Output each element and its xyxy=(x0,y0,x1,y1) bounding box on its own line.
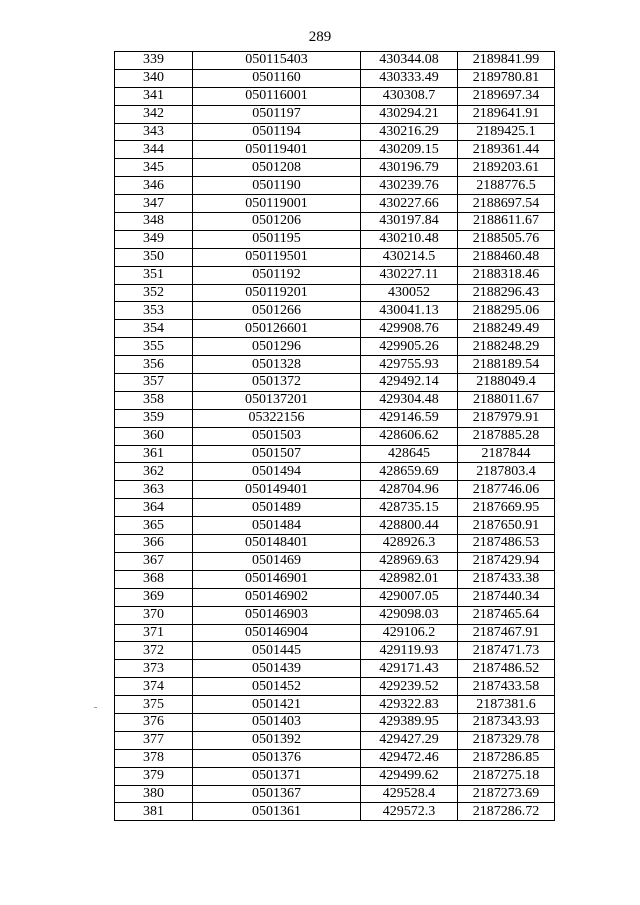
table-row xyxy=(115,552,555,570)
cell-x: 428926.3 xyxy=(361,535,458,553)
cell-point-id: 0501452 xyxy=(193,678,361,696)
cell-x: 430197.84 xyxy=(361,213,458,231)
cell-point-id: 0501439 xyxy=(193,660,361,678)
cell-row-number: 348 xyxy=(115,213,193,231)
cell-x: 429098.03 xyxy=(361,606,458,624)
cell-row-number: 344 xyxy=(115,141,193,159)
cell-x: 429499.62 xyxy=(361,767,458,785)
cell-point-id: 0501192 xyxy=(193,266,361,284)
cell-row-number: 368 xyxy=(115,570,193,588)
table-row xyxy=(115,749,555,767)
table-row xyxy=(115,195,555,213)
cell-row-number: 380 xyxy=(115,785,193,803)
table-row xyxy=(115,409,555,427)
cell-x: 430196.79 xyxy=(361,159,458,177)
table-row xyxy=(115,248,555,266)
cell-y: 2187486.53 xyxy=(458,535,555,553)
cell-row-number: 354 xyxy=(115,320,193,338)
cell-y: 2187433.58 xyxy=(458,678,555,696)
cell-x: 429119.93 xyxy=(361,642,458,660)
cell-row-number: 339 xyxy=(115,52,193,70)
cell-point-id: 0501328 xyxy=(193,356,361,374)
cell-row-number: 340 xyxy=(115,69,193,87)
cell-point-id: 0501494 xyxy=(193,463,361,481)
cell-point-id: 0501507 xyxy=(193,445,361,463)
table-row xyxy=(115,374,555,392)
cell-row-number: 376 xyxy=(115,713,193,731)
cell-x: 428645 xyxy=(361,445,458,463)
cell-x: 428735.15 xyxy=(361,499,458,517)
table-row xyxy=(115,266,555,284)
cell-row-number: 373 xyxy=(115,660,193,678)
cell-x: 430333.49 xyxy=(361,69,458,87)
table-row xyxy=(115,105,555,123)
cell-y: 2187440.34 xyxy=(458,588,555,606)
table-row xyxy=(115,713,555,731)
cell-row-number: 361 xyxy=(115,445,193,463)
cell-x: 428969.63 xyxy=(361,552,458,570)
cell-point-id: 0501489 xyxy=(193,499,361,517)
cell-row-number: 372 xyxy=(115,642,193,660)
cell-row-number: 370 xyxy=(115,606,193,624)
cell-y: 2187343.93 xyxy=(458,713,555,731)
cell-point-id: 0501206 xyxy=(193,213,361,231)
cell-row-number: 378 xyxy=(115,749,193,767)
cell-y: 2187273.69 xyxy=(458,785,555,803)
cell-point-id: 0501208 xyxy=(193,159,361,177)
cell-x: 430227.66 xyxy=(361,195,458,213)
cell-x: 429472.46 xyxy=(361,749,458,767)
cell-x: 430216.29 xyxy=(361,123,458,141)
cell-row-number: 381 xyxy=(115,803,193,821)
cell-y: 2188189.54 xyxy=(458,356,555,374)
scan-mark xyxy=(94,707,97,708)
table-row xyxy=(115,87,555,105)
cell-point-id: 050148401 xyxy=(193,535,361,553)
cell-y: 2188296.43 xyxy=(458,284,555,302)
cell-point-id: 0501469 xyxy=(193,552,361,570)
cell-y: 2187471.73 xyxy=(458,642,555,660)
cell-y: 2188049.4 xyxy=(458,374,555,392)
table-row xyxy=(115,642,555,660)
cell-point-id: 0501371 xyxy=(193,767,361,785)
cell-row-number: 358 xyxy=(115,391,193,409)
cell-y: 2187669.95 xyxy=(458,499,555,517)
table-row xyxy=(115,803,555,821)
cell-y: 2188611.67 xyxy=(458,213,555,231)
table-row xyxy=(115,213,555,231)
cell-y: 2187465.64 xyxy=(458,606,555,624)
cell-x: 428606.62 xyxy=(361,427,458,445)
cell-point-id: 0501361 xyxy=(193,803,361,821)
cell-x: 428659.69 xyxy=(361,463,458,481)
cell-x: 429905.26 xyxy=(361,338,458,356)
cell-y: 2188248.29 xyxy=(458,338,555,356)
table-row xyxy=(115,588,555,606)
table-row xyxy=(115,463,555,481)
cell-point-id: 05322156 xyxy=(193,409,361,427)
cell-row-number: 363 xyxy=(115,481,193,499)
cell-x: 430227.11 xyxy=(361,266,458,284)
cell-y: 2188460.48 xyxy=(458,248,555,266)
cell-row-number: 367 xyxy=(115,552,193,570)
cell-point-id: 050149401 xyxy=(193,481,361,499)
cell-x: 430041.13 xyxy=(361,302,458,320)
cell-row-number: 366 xyxy=(115,535,193,553)
cell-y: 2187286.72 xyxy=(458,803,555,821)
cell-y: 2187803.4 xyxy=(458,463,555,481)
cell-y: 2188505.76 xyxy=(458,230,555,248)
table-row xyxy=(115,696,555,714)
cell-y: 2188295.06 xyxy=(458,302,555,320)
cell-point-id: 0501484 xyxy=(193,517,361,535)
cell-point-id: 050137201 xyxy=(193,391,361,409)
cell-x: 429389.95 xyxy=(361,713,458,731)
cell-point-id: 050119501 xyxy=(193,248,361,266)
cell-point-id: 050126601 xyxy=(193,320,361,338)
cell-x: 430308.7 xyxy=(361,87,458,105)
cell-x: 429146.59 xyxy=(361,409,458,427)
cell-x: 430052 xyxy=(361,284,458,302)
cell-row-number: 350 xyxy=(115,248,193,266)
table-row xyxy=(115,302,555,320)
cell-row-number: 364 xyxy=(115,499,193,517)
cell-row-number: 369 xyxy=(115,588,193,606)
cell-point-id: 0501445 xyxy=(193,642,361,660)
table-row xyxy=(115,123,555,141)
table-row xyxy=(115,570,555,588)
cell-point-id: 0501421 xyxy=(193,696,361,714)
table-row xyxy=(115,660,555,678)
page-number: 289 xyxy=(308,29,332,45)
table-row xyxy=(115,141,555,159)
cell-point-id: 050115403 xyxy=(193,52,361,70)
cell-x: 429304.48 xyxy=(361,391,458,409)
cell-x: 429908.76 xyxy=(361,320,458,338)
cell-row-number: 359 xyxy=(115,409,193,427)
coordinates-table-body xyxy=(115,52,555,821)
cell-x: 430209.15 xyxy=(361,141,458,159)
cell-x: 429239.52 xyxy=(361,678,458,696)
cell-row-number: 357 xyxy=(115,374,193,392)
cell-point-id: 0501197 xyxy=(193,105,361,123)
table-row xyxy=(115,320,555,338)
cell-row-number: 345 xyxy=(115,159,193,177)
table-row xyxy=(115,731,555,749)
table-row xyxy=(115,481,555,499)
cell-y: 2187650.91 xyxy=(458,517,555,535)
cell-x: 429427.29 xyxy=(361,731,458,749)
cell-point-id: 050116001 xyxy=(193,87,361,105)
table-row xyxy=(115,535,555,553)
cell-x: 429171.43 xyxy=(361,660,458,678)
cell-x: 429492.14 xyxy=(361,374,458,392)
table-row xyxy=(115,69,555,87)
cell-point-id: 050119201 xyxy=(193,284,361,302)
cell-y: 2187429.94 xyxy=(458,552,555,570)
cell-y: 2187486.52 xyxy=(458,660,555,678)
cell-x: 430210.48 xyxy=(361,230,458,248)
cell-point-id: 0501376 xyxy=(193,749,361,767)
cell-point-id: 0501296 xyxy=(193,338,361,356)
cell-row-number: 360 xyxy=(115,427,193,445)
cell-point-id: 0501194 xyxy=(193,123,361,141)
cell-row-number: 351 xyxy=(115,266,193,284)
cell-row-number: 355 xyxy=(115,338,193,356)
cell-row-number: 347 xyxy=(115,195,193,213)
cell-row-number: 365 xyxy=(115,517,193,535)
cell-point-id: 0501503 xyxy=(193,427,361,445)
cell-y: 2187746.06 xyxy=(458,481,555,499)
cell-y: 2189641.91 xyxy=(458,105,555,123)
cell-point-id: 050119401 xyxy=(193,141,361,159)
cell-row-number: 341 xyxy=(115,87,193,105)
cell-point-id: 0501403 xyxy=(193,713,361,731)
cell-y: 2187286.85 xyxy=(458,749,555,767)
table-row xyxy=(115,624,555,642)
cell-row-number: 375 xyxy=(115,696,193,714)
cell-row-number: 362 xyxy=(115,463,193,481)
table-row xyxy=(115,785,555,803)
cell-y: 2187329.78 xyxy=(458,731,555,749)
cell-x: 428704.96 xyxy=(361,481,458,499)
cell-y: 2187275.18 xyxy=(458,767,555,785)
cell-row-number: 342 xyxy=(115,105,193,123)
cell-point-id: 0501372 xyxy=(193,374,361,392)
table-row xyxy=(115,391,555,409)
cell-row-number: 352 xyxy=(115,284,193,302)
cell-x: 430344.08 xyxy=(361,52,458,70)
cell-y: 2189361.44 xyxy=(458,141,555,159)
table-row xyxy=(115,159,555,177)
table-row xyxy=(115,517,555,535)
table-row xyxy=(115,230,555,248)
cell-point-id: 0501392 xyxy=(193,731,361,749)
cell-row-number: 349 xyxy=(115,230,193,248)
cell-y: 2187433.38 xyxy=(458,570,555,588)
cell-point-id: 0501266 xyxy=(193,302,361,320)
cell-point-id: 050146903 xyxy=(193,606,361,624)
cell-point-id: 0501195 xyxy=(193,230,361,248)
table-row xyxy=(115,52,555,70)
cell-y: 2188249.49 xyxy=(458,320,555,338)
cell-point-id: 050119001 xyxy=(193,195,361,213)
cell-x: 429528.4 xyxy=(361,785,458,803)
cell-y: 2188318.46 xyxy=(458,266,555,284)
cell-point-id: 050146901 xyxy=(193,570,361,588)
cell-x: 429322.83 xyxy=(361,696,458,714)
cell-x: 428982.01 xyxy=(361,570,458,588)
cell-x: 430214.5 xyxy=(361,248,458,266)
cell-point-id: 0501160 xyxy=(193,69,361,87)
table-row xyxy=(115,606,555,624)
cell-y: 2188697.54 xyxy=(458,195,555,213)
cell-row-number: 346 xyxy=(115,177,193,195)
cell-row-number: 343 xyxy=(115,123,193,141)
cell-y: 2189697.34 xyxy=(458,87,555,105)
table-row xyxy=(115,445,555,463)
cell-point-id: 050146904 xyxy=(193,624,361,642)
cell-y: 2189841.99 xyxy=(458,52,555,70)
cell-row-number: 371 xyxy=(115,624,193,642)
cell-x: 429755.93 xyxy=(361,356,458,374)
cell-row-number: 379 xyxy=(115,767,193,785)
table-row xyxy=(115,499,555,517)
cell-y: 2187885.28 xyxy=(458,427,555,445)
cell-point-id: 0501367 xyxy=(193,785,361,803)
table-row xyxy=(115,678,555,696)
cell-y: 2188011.67 xyxy=(458,391,555,409)
table-row xyxy=(115,356,555,374)
cell-y: 2187844 xyxy=(458,445,555,463)
coordinates-table xyxy=(114,51,555,821)
cell-row-number: 356 xyxy=(115,356,193,374)
cell-y: 2189780.81 xyxy=(458,69,555,87)
cell-x: 429106.2 xyxy=(361,624,458,642)
cell-x: 429572.3 xyxy=(361,803,458,821)
cell-y: 2187381.6 xyxy=(458,696,555,714)
cell-x: 429007.05 xyxy=(361,588,458,606)
table-row xyxy=(115,427,555,445)
table-row xyxy=(115,284,555,302)
cell-y: 2187979.91 xyxy=(458,409,555,427)
cell-row-number: 353 xyxy=(115,302,193,320)
cell-point-id: 0501190 xyxy=(193,177,361,195)
cell-x: 430239.76 xyxy=(361,177,458,195)
cell-x: 428800.44 xyxy=(361,517,458,535)
table-row xyxy=(115,177,555,195)
cell-y: 2189203.61 xyxy=(458,159,555,177)
table-row xyxy=(115,767,555,785)
cell-y: 2189425.1 xyxy=(458,123,555,141)
cell-y: 2187467.91 xyxy=(458,624,555,642)
cell-row-number: 374 xyxy=(115,678,193,696)
cell-row-number: 377 xyxy=(115,731,193,749)
table-row xyxy=(115,338,555,356)
cell-y: 2188776.5 xyxy=(458,177,555,195)
cell-x: 430294.21 xyxy=(361,105,458,123)
cell-point-id: 050146902 xyxy=(193,588,361,606)
